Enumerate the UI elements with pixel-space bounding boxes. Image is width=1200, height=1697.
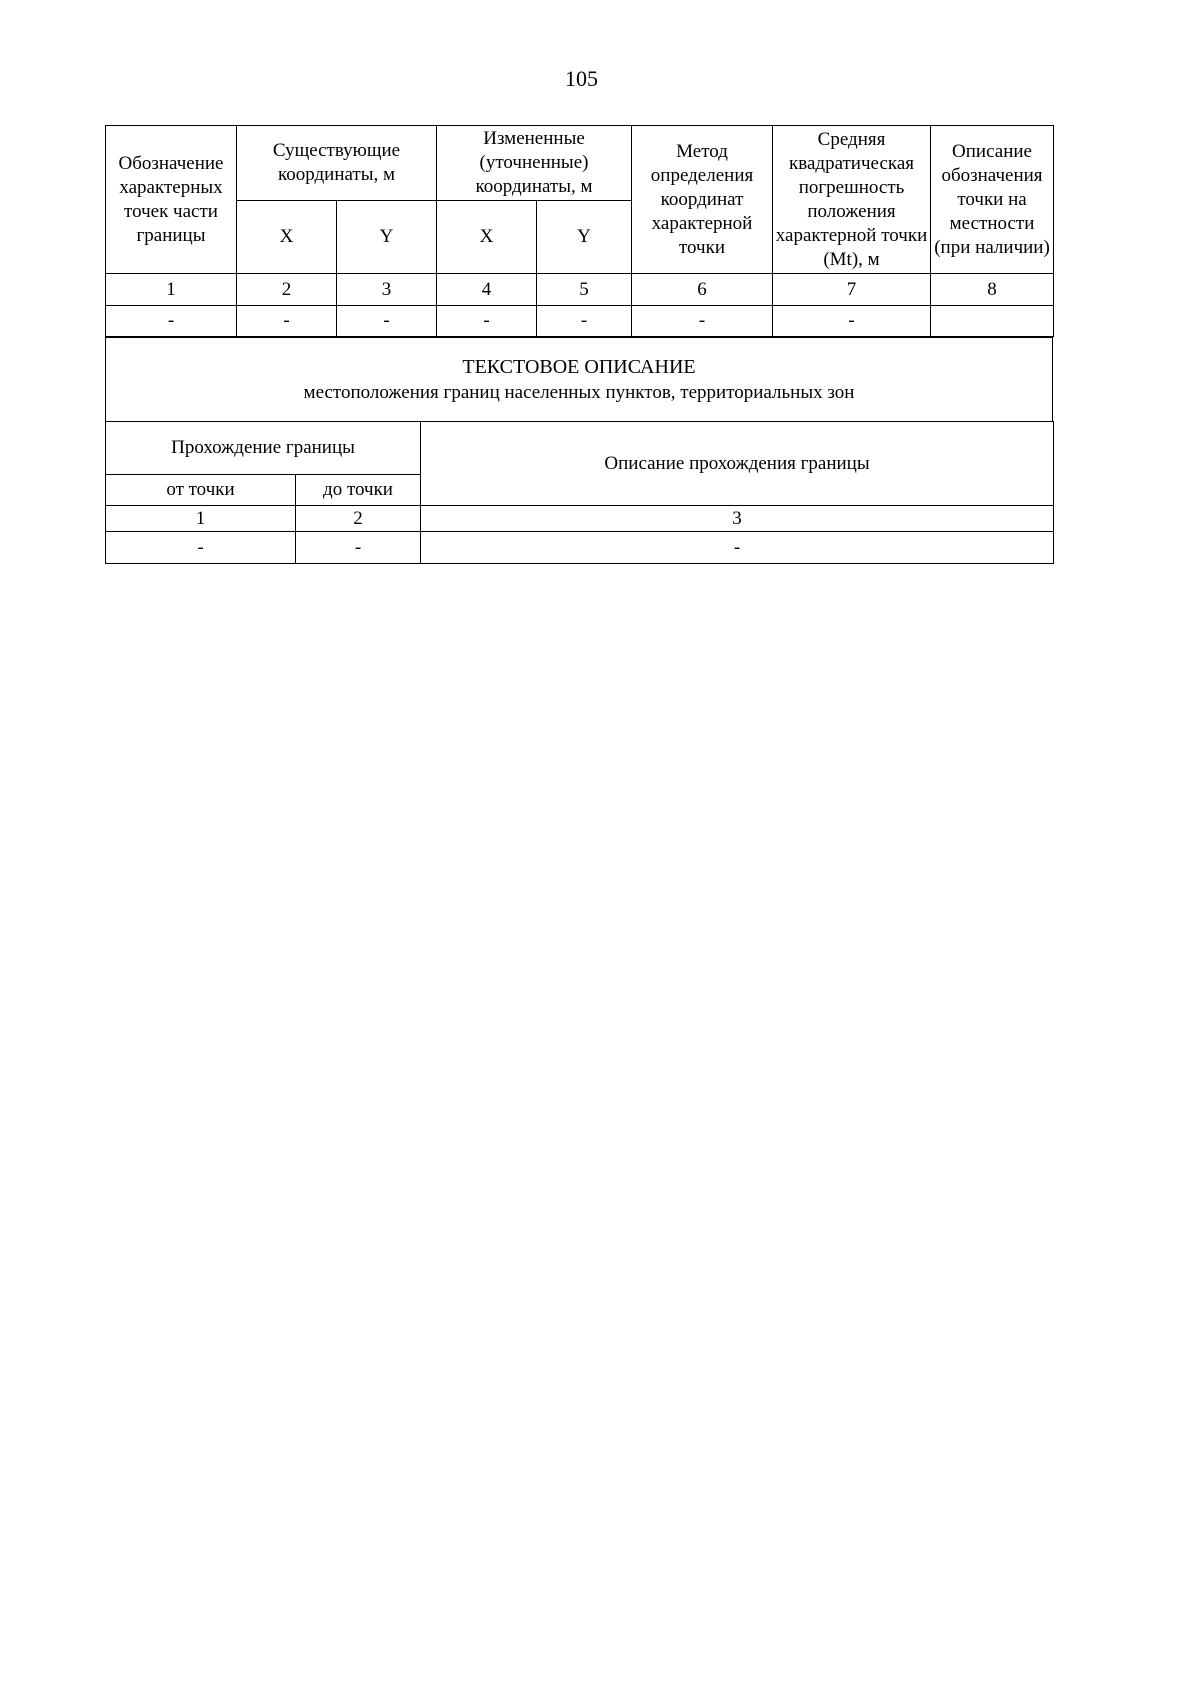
header-mean-error: Средняя квадратическая погрешность положения характерной точки (Mt), м bbox=[773, 126, 931, 274]
page-number: 105 bbox=[565, 66, 598, 91]
table-cell: - bbox=[296, 532, 421, 564]
table-row bbox=[106, 306, 1054, 337]
table-cell: - bbox=[773, 306, 931, 337]
column-number-row bbox=[106, 506, 1054, 532]
column-number: 6 bbox=[632, 274, 773, 306]
column-number: 5 bbox=[537, 274, 632, 306]
table-cell: - bbox=[632, 306, 773, 337]
table-cell: - bbox=[421, 532, 1054, 564]
header-border-description: Описание прохождения границы bbox=[421, 422, 1054, 506]
column-number: 2 bbox=[237, 274, 337, 306]
column-number: 1 bbox=[106, 274, 237, 306]
header-method: Метод определения координат характерной точки bbox=[632, 126, 773, 274]
table-cell: - bbox=[106, 306, 237, 337]
header-changed-y: Y bbox=[537, 201, 632, 274]
table-cell: - bbox=[337, 306, 437, 337]
column-number: 3 bbox=[421, 506, 1054, 532]
header-existing-coordinates: Существующие координаты, м bbox=[237, 126, 437, 201]
table-cell: - bbox=[237, 306, 337, 337]
header-border-passage: Прохождение границы bbox=[106, 422, 421, 475]
coordinates-table bbox=[105, 125, 1054, 337]
table-cell: - bbox=[106, 532, 296, 564]
text-description-title: ТЕКСТОВОЕ ОПИСАНИЕ bbox=[462, 355, 696, 378]
column-number: 7 bbox=[773, 274, 931, 306]
column-number: 8 bbox=[931, 274, 1054, 306]
header-point-designation: Обозначение характерных точек части границы bbox=[106, 126, 237, 274]
column-number: 1 bbox=[106, 506, 296, 532]
header-changed-coordinates: Измененные (уточненные) координаты, м bbox=[437, 126, 632, 201]
border-passage-table bbox=[105, 421, 1054, 564]
column-number: 3 bbox=[337, 274, 437, 306]
column-number-row bbox=[106, 274, 1054, 306]
text-description-cell bbox=[106, 338, 1053, 422]
header-existing-x: X bbox=[237, 201, 337, 274]
text-description-block bbox=[105, 337, 1053, 422]
text-description-subtitle: местоположения границ населенных пунктов, территориальных зон bbox=[303, 381, 855, 403]
header-from-point: от точки bbox=[106, 475, 296, 506]
table-cell: - bbox=[537, 306, 632, 337]
column-number: 4 bbox=[437, 274, 537, 306]
header-existing-y: Y bbox=[337, 201, 437, 274]
table-cell: - bbox=[437, 306, 537, 337]
column-number: 2 bbox=[296, 506, 421, 532]
header-to-point: до точки bbox=[296, 475, 421, 506]
table-cell bbox=[931, 306, 1054, 337]
header-point-description: Описание обозначения точки на местности (при наличии) bbox=[931, 126, 1054, 274]
header-changed-x: X bbox=[437, 201, 537, 274]
table-row bbox=[106, 532, 1054, 564]
